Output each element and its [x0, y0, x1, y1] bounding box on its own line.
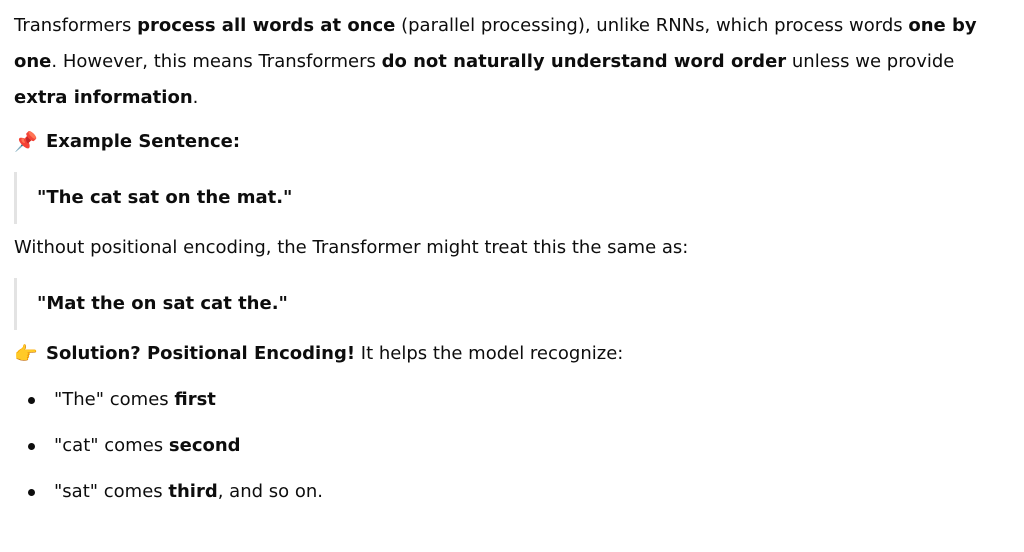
- position-bullet-list: [14, 382, 1004, 510]
- list-item-text: , and so on.: [217, 481, 324, 502]
- intro-text: . However, this means Transformers: [51, 51, 382, 72]
- solution-text: It helps the model recognize:: [355, 343, 624, 364]
- list-item-text: "sat" comes: [54, 481, 169, 502]
- intro-text: unless we provide: [786, 51, 955, 72]
- list-item-bold: second: [168, 435, 241, 456]
- scrambled-quote-text: "Mat the on sat cat the.": [37, 293, 288, 314]
- list-item-bold: first: [174, 389, 216, 410]
- message-content: [14, 8, 1004, 520]
- example-quote: [14, 172, 1004, 224]
- solution-bold-text: Solution? Positional Encoding!: [46, 343, 356, 364]
- list-item: [14, 382, 1004, 418]
- scrambled-quote: [14, 278, 1004, 330]
- list-item-bold: third: [168, 481, 218, 502]
- list-item-text: "cat" comes: [54, 435, 169, 456]
- solution-line: [14, 336, 1004, 372]
- intro-paragraph: [14, 8, 1004, 116]
- example-heading: [14, 124, 1004, 160]
- intro-bold-text: one by one: [14, 15, 977, 72]
- without-encoding-text: Without positional encoding, the Transformer might treat this the same as:: [14, 237, 689, 258]
- example-quote-text: "The cat sat on the mat.": [37, 187, 293, 208]
- example-heading-label: Example Sentence:: [46, 131, 241, 152]
- bullet-dot-icon: [28, 489, 35, 496]
- intro-bold-text: extra information: [14, 87, 193, 108]
- list-item: [14, 428, 1004, 464]
- intro-text: .: [192, 87, 199, 108]
- intro-bold-text: process all words at once: [137, 15, 396, 36]
- pointing-hand-icon: 👉: [14, 343, 38, 365]
- bullet-dot-icon: [28, 397, 35, 404]
- pushpin-icon: 📌: [14, 131, 38, 153]
- list-item: [14, 474, 1004, 510]
- list-item-text: "The" comes: [54, 389, 175, 410]
- intro-text: (parallel processing), unlike RNNs, which process words: [395, 15, 909, 36]
- intro-bold-text: do not naturally understand word order: [381, 51, 787, 72]
- bullet-dot-icon: [28, 443, 35, 450]
- intro-text: Transformers: [14, 15, 138, 36]
